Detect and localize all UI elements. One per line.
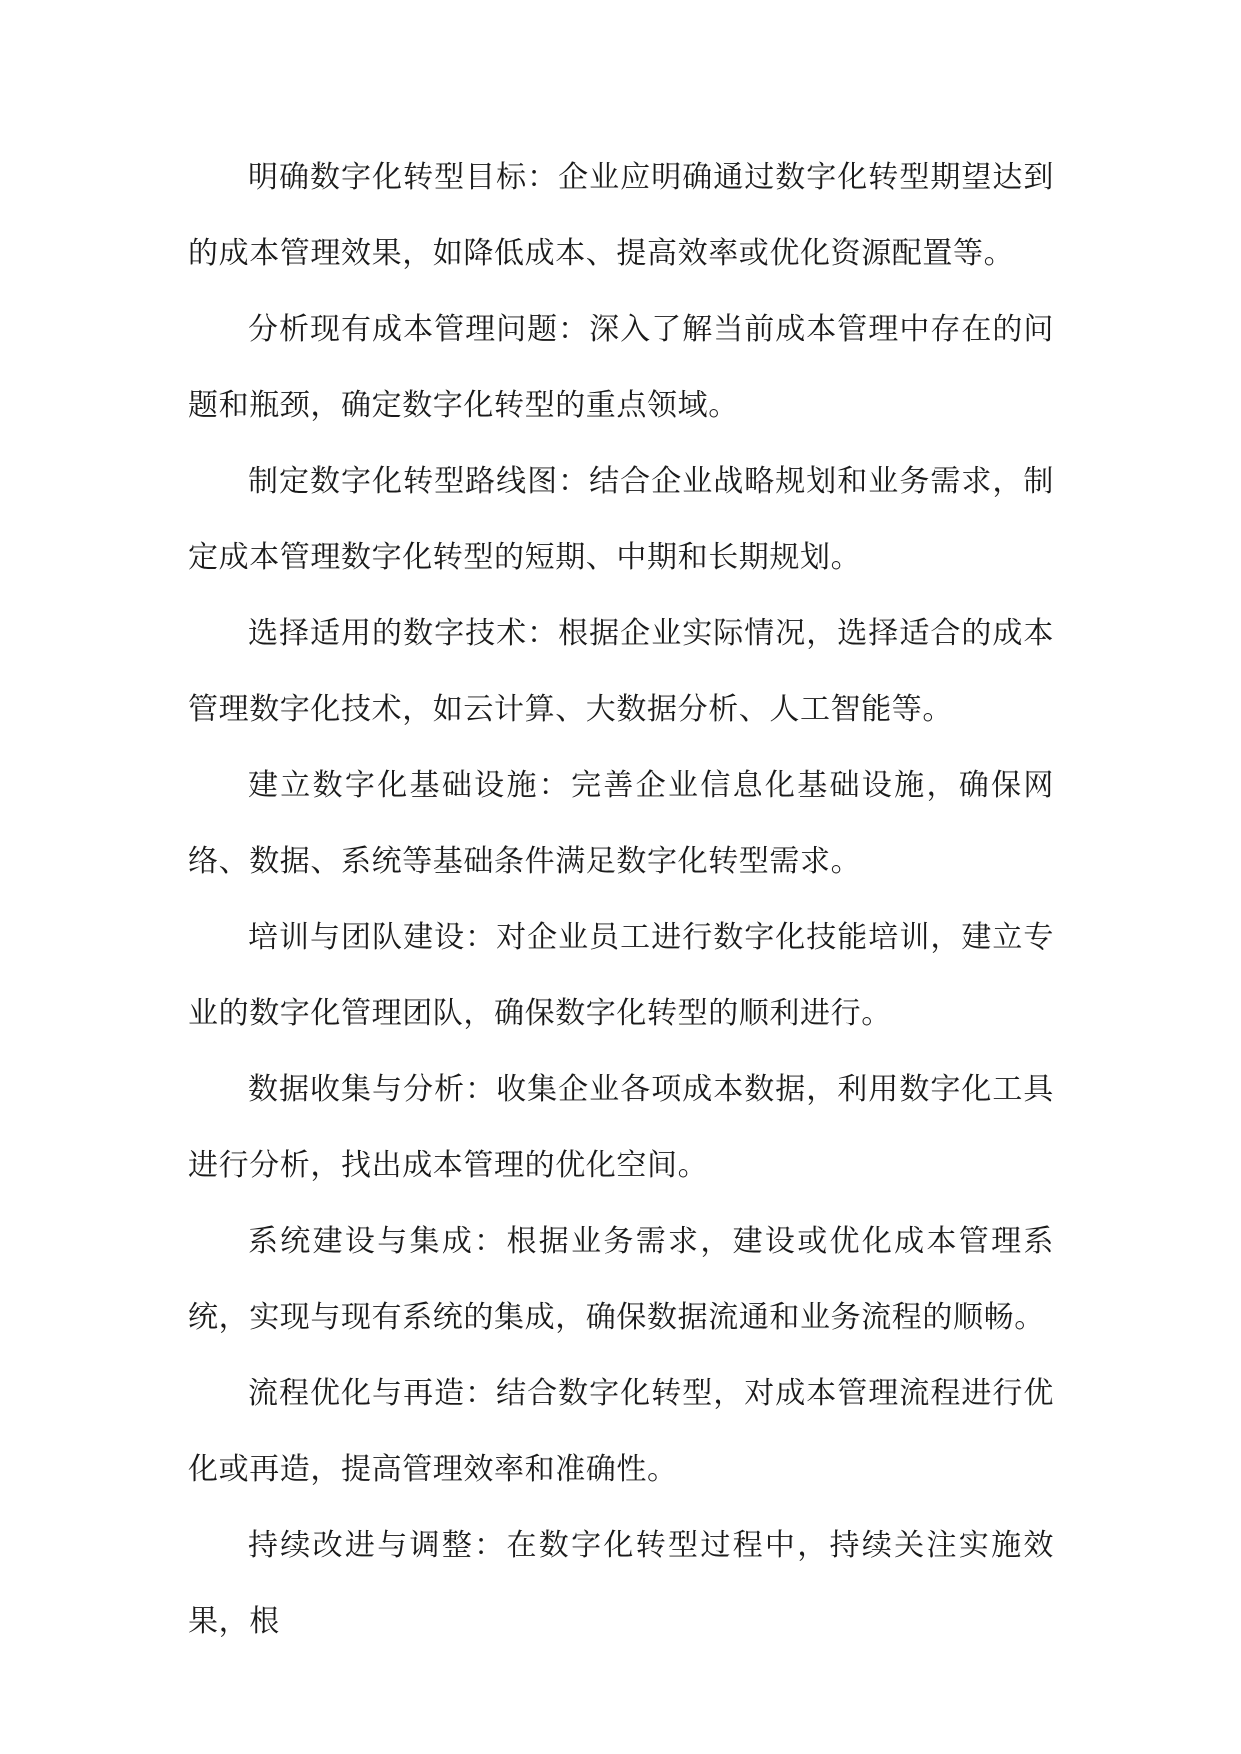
paragraph-10: 持续改进与调整：在数字化转型过程中，持续关注实施效果，根 xyxy=(188,1528,1054,1639)
paragraph-4: 选择适用的数字技术：根据企业实际情况，选择适合的成本管理数字化技术，如云计算、大数据分析、人工智能等。 xyxy=(188,616,1054,727)
paragraph-7: 数据收集与分析：收集企业各项成本数据，利用数字化工具进行分析，找出成本管理的优化空间。 xyxy=(188,1072,1054,1183)
paragraph-1: 明确数字化转型目标：企业应明确通过数字化转型期望达到的成本管理效果，如降低成本、提高效率或优化资源配置等。 xyxy=(188,160,1054,271)
paragraph-8: 系统建设与集成：根据业务需求，建设或优化成本管理系统，实现与现有系统的集成，确保数据流通和业务流程的顺畅。 xyxy=(188,1224,1054,1335)
paragraph-6: 培训与团队建设：对企业员工进行数字化技能培训，建立专业的数字化管理团队，确保数字化转型的顺利进行。 xyxy=(188,920,1054,1031)
paragraph-9: 流程优化与再造：结合数字化转型，对成本管理流程进行优化或再造，提高管理效率和准确性。 xyxy=(188,1376,1054,1487)
document-body xyxy=(188,140,1054,1660)
paragraph-2: 分析现有成本管理问题：深入了解当前成本管理中存在的问题和瓶颈，确定数字化转型的重点领域。 xyxy=(188,312,1054,423)
paragraph-3: 制定数字化转型路线图：结合企业战略规划和业务需求，制定成本管理数字化转型的短期、中期和长期规划。 xyxy=(188,464,1054,575)
paragraph-5: 建立数字化基础设施：完善企业信息化基础设施，确保网络、数据、系统等基础条件满足数字化转型需求。 xyxy=(188,768,1054,879)
